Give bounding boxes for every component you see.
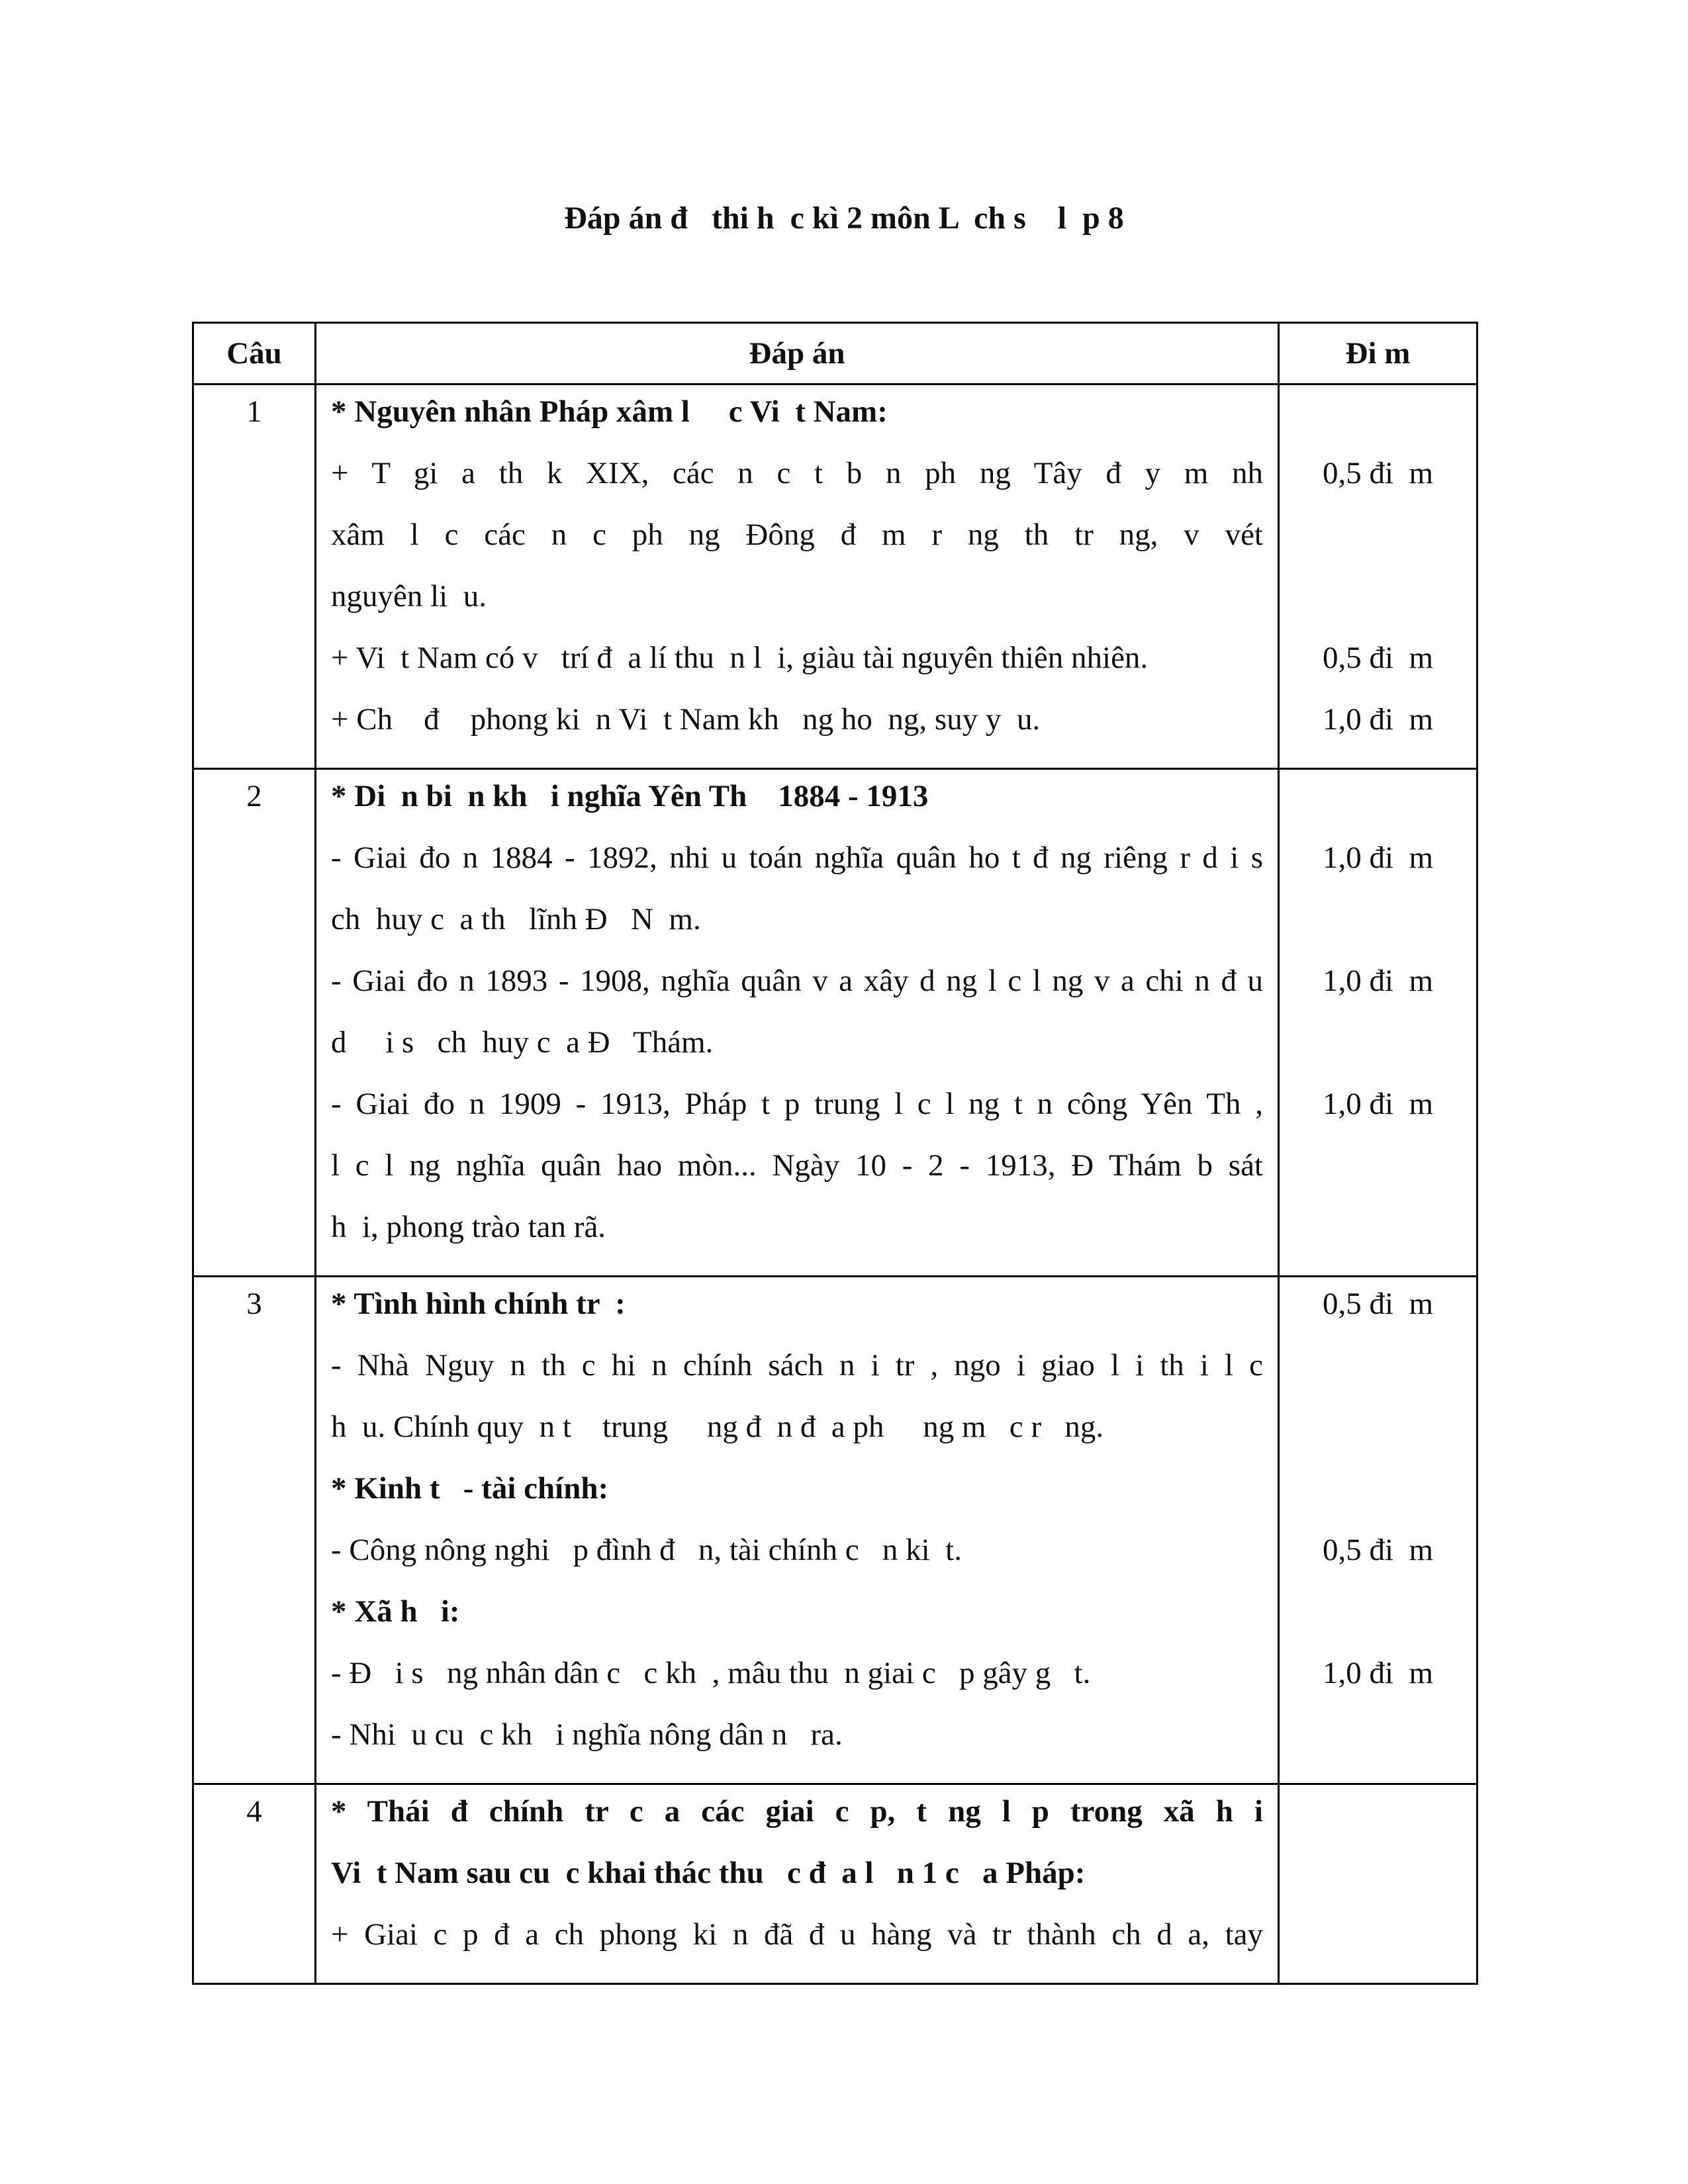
points-value xyxy=(1280,1715,1476,1776)
points-cell xyxy=(1279,385,1477,769)
answer-line: + Vi t Nam có v trí đ a lí thu n l i, giàu tài nguyên thiên nhiên. xyxy=(331,641,1149,675)
points-value xyxy=(1280,776,1476,838)
answer-cell xyxy=(316,1277,1279,1784)
answer-cell xyxy=(316,385,1279,769)
table-row xyxy=(193,769,1477,1277)
points-value xyxy=(1280,1469,1476,1530)
points-value: 1,0 đi m xyxy=(1322,964,1434,998)
question-number: 4 xyxy=(193,1784,316,1984)
points-value xyxy=(1280,1345,1476,1407)
answer-heading: * Nguyên nhân Pháp xâm l c Vi t Nam: xyxy=(331,394,888,429)
table-row xyxy=(193,1277,1477,1784)
points-cell xyxy=(1279,769,1477,1277)
question-number: 3 xyxy=(193,1277,316,1784)
points-value xyxy=(1280,899,1476,961)
points-value xyxy=(1280,1792,1476,1853)
points-value xyxy=(1280,1207,1476,1269)
points-value: 1,0 đi m xyxy=(1322,841,1434,875)
answer-line: + Ch đ phong ki n Vi t Nam kh ng ho ng, suy y u. xyxy=(331,702,1041,737)
points-value xyxy=(1280,1146,1476,1207)
points-value xyxy=(1280,1023,1476,1084)
answer-heading: * Thái đ chính tr c a các giai c p, t ng l p trong xã h i xyxy=(331,1794,1263,1829)
answer-line: l c l ng nghĩa quân hao mòn... Ngày 10 - 2 - 1913, Đ Thám b sát xyxy=(331,1148,1263,1183)
answer-line: + T gi a th k XIX, các n c t b n ph ng Tây đ y m nh xyxy=(331,456,1263,490)
answer-line: nguyên li u. xyxy=(331,579,487,614)
points-value: 1,0 đi m xyxy=(1322,1656,1434,1690)
answer-line: - Công nông nghi p đình đ n, tài chính c n ki t. xyxy=(331,1533,962,1567)
answer-line: xâm l c các n c ph ng Đông đ m r ng th tr ng, v vét xyxy=(331,518,1263,552)
answer-heading: * Xã h i: xyxy=(331,1594,460,1629)
answer-line: - Giai đo n 1893 - 1908, nghĩa quân v a xây d ng l c l ng v a chi n đ u xyxy=(331,964,1263,998)
points-cell xyxy=(1279,1277,1477,1784)
points-cell xyxy=(1279,1784,1477,1984)
points-value: 0,5 đi m xyxy=(1322,456,1434,490)
answer-line: - Giai đo n 1909 - 1913, Pháp t p trung l c l ng t n công Yên Th , xyxy=(331,1087,1263,1121)
table-header-row xyxy=(193,323,1477,385)
points-value xyxy=(1280,1853,1476,1915)
points-value: 0,5 đi m xyxy=(1322,1287,1434,1321)
points-value xyxy=(1280,1915,1476,1976)
answer-line: - Đ i s ng nhân dân c c kh , mâu thu n giai c p gây g t. xyxy=(331,1656,1091,1690)
page-title: Đáp án đ thi h c kì 2 môn L ch s l p 8 xyxy=(564,201,1124,236)
answer-table xyxy=(192,322,1478,1985)
answer-line: + Giai c p đ a ch phong ki n đã đ u hàng và tr thành ch d a, tay xyxy=(331,1917,1263,1952)
points-value: 1,0 đi m xyxy=(1322,1087,1434,1121)
answer-heading: Vi t Nam sau cu c khai thác thu c đ a l n 1 c a Pháp: xyxy=(331,1856,1086,1890)
answer-line: - Giai đo n 1884 - 1892, nhi u toán nghĩa quân ho t đ ng riêng r d i s xyxy=(331,841,1263,875)
answer-heading: * Tình hình chính tr : xyxy=(331,1287,626,1321)
answer-cell xyxy=(316,769,1279,1277)
answer-line: - Nhà Nguy n th c hi n chính sách n i tr , ngo i giao l i th i l c xyxy=(331,1348,1263,1383)
header-points: Đi m xyxy=(1279,323,1477,385)
header-answer: Đáp án xyxy=(316,323,1279,385)
answer-heading: * Di n bi n kh i nghĩa Yên Th 1884 - 1913 xyxy=(331,779,929,813)
points-value xyxy=(1280,515,1476,576)
points-value xyxy=(1280,576,1476,638)
answer-cell xyxy=(316,1784,1279,1984)
answer-line: h u. Chính quy n t trung ng đ n đ a ph ng m c r ng. xyxy=(331,1410,1104,1444)
answer-line: d i s ch huy c a Đ Thám. xyxy=(331,1025,714,1060)
answer-heading: * Kinh t - tài chính: xyxy=(331,1471,609,1506)
points-value: 0,5 đi m xyxy=(1322,641,1434,675)
question-number: 1 xyxy=(193,385,316,769)
points-value: 1,0 đi m xyxy=(1322,702,1434,737)
header-question: Câu xyxy=(193,323,316,385)
question-number: 2 xyxy=(193,769,316,1277)
points-value xyxy=(1280,1592,1476,1653)
answer-line: h i, phong trào tan rã. xyxy=(331,1210,606,1244)
points-value xyxy=(1280,1407,1476,1469)
answer-line: ch huy c a th lĩnh Đ N m. xyxy=(331,902,701,936)
table-row xyxy=(193,385,1477,769)
points-value: 0,5 đi m xyxy=(1322,1533,1434,1567)
answer-line: - Nhi u cu c kh i nghĩa nông dân n ra. xyxy=(331,1717,843,1752)
points-value xyxy=(1280,392,1476,453)
table-row xyxy=(193,1784,1477,1984)
